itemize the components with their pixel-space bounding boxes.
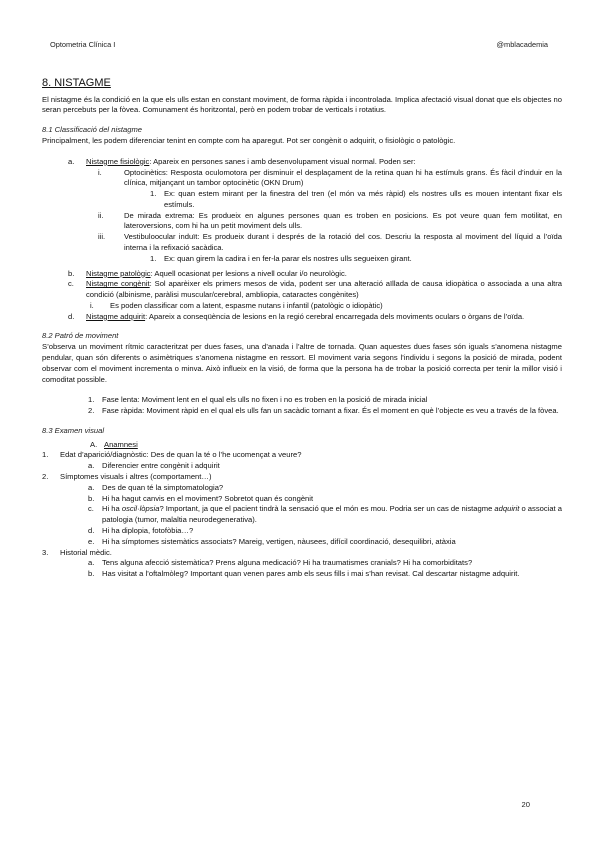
exam-item-2: 2. Símptomes visuals i altres (comportament…) [42,472,212,482]
subsection-8-3-title: 8.3 Examen visual [42,425,105,435]
subsection-8-1-intro: Principalment, les podem diferenciar tenint en compte com ha aparegut. Pot ser congènit o adquirit, o fisiològic o patològic. [42,135,456,145]
subsection-8-2-text: S’observa un moviment rítmic caracteritzat per dues fases, una d’anada i l’altre de tornada. Quan aquestes dues fases són iguals s’anomena nistagme pendular, quan són diferents o asimètriques s’anomena nistagme en ressort. El moviment varia segons l’individu i segons la posició de mirada, podent observar com el moviment incrementa o minva. Això influeix en la visió, de forma que la persona ha de trobar la posició correcta per tenir la millor visió i comoditat possible. [42,342,562,384]
section-title: 8. NISTAGME [42,77,111,89]
term-nistagme-fisiologic: Nistagme fisiològic [86,156,150,166]
header-author: @mblacademia [496,40,548,49]
exam-item-3-b: b. Has visitat a l’oftalmòleg? Important quan venen pares amb els seus fills i mai s’han revisat. Cal descartar nistagme adquirit. [88,569,520,579]
list-item-a-iii: iii. Vestibuloocular induït: Es produeix durant i després de la rotació del cos. Descriu la resposta al moviment del líquid a l’oïda interna i la refixació sacàdica. [98,232,562,252]
page-content [42,76,562,580]
subsection-8-2-title: 8.2 Patró de moviment [42,331,119,341]
anamnesi-heading: A. Anamnesi [90,439,138,449]
phase-item-2: 2. Fase ràpida: Moviment ràpid en el qual els ulls fan un sacàdic tornant a fixar. És el moment en què l’objecte es veu a través de la fòvea. [88,406,559,416]
exam-item-3: 3. Historial mèdic. [42,547,112,557]
term-nistagme-congenit: Nistagme congènit [86,279,150,289]
list-item-c-i: i. Es poden classificar com a latent, espasme nutans i infantil (patològic o idiopàtic) [90,300,383,310]
list-item-b: b. Nistagme patològic: Aquell ocasionat per lesions a nivell ocular i/o neurològic. [68,268,347,278]
list-item-a-ii: ii. De mirada extrema: Es produeix en algunes persones quan es troben en posicions. Es pot veure quan fem motilitat, en lateroversions, com hi ha un petit moviment dels ulls. [98,210,562,231]
exam-item-2-b: b. Hi ha hagut canvis en el moviment? Sobretot quan és congènit [88,493,314,503]
page-number: 20 [521,800,530,809]
list-item-a-iii-1: 1. Ex: quan girem la cadira i en fer-la parar els nostres ulls segueixen girant. [150,253,412,263]
subsection-8-1-title: 8.1 Classificació del nistagme [42,125,143,135]
exam-item-1: 1. Edat d’aparició/diagnòstic: Des de quan la té o l’he ucomençat a veure? [42,450,302,460]
list-item-a-i: i. Optocinètics: Resposta oculomotora per disminuir el desplaçament de la retina quan hi ha estímuls grans. És fàcil d’induir en la clínica, mitjançant un tambor optocinètic (OKN Drum) [98,167,562,188]
list-item-d: d. Nistagme adquirit: Apareix a conseqüència de lesions en la regió cerebral encarregada dels moviments oculars o òrgans de l’oïda. [68,311,525,321]
exam-item-2-e: e. Hi ha símptomes sistemàtics associats? Mareig, vertigen, nàusees, difícil coordinació, desequilibri, atàxia [88,536,456,546]
phase-item-1: 1. Fase lenta: Moviment lent en el qual els ulls no fixen i no es troben en la posició de mirada inicial [88,395,428,405]
term-nistagme-patologic: Nistagme patològic [86,268,151,278]
list-item-c: c. Nistagme congènit: Sol aparèixer els primers mesos de vida, podent ser una alteració aïllada de causa idiopàtica o associada a una altra condició (albinisme, paràlisi muscular/cerebral, ambliopia, cataractes congènites) [68,279,562,300]
exam-item-1-a: a. Diferencier entre congènit i adquirit [88,461,220,471]
exam-item-3-a: a. Tens alguna afecció sistemàtica? Prens alguna medicació? Hi ha traumatismes cranials? Hi ha comorbiditats? [88,558,473,568]
list-item-a-i-1: 1. Ex: quan estem mirant per la finestra del tren (el món va més ràpid) els nostres ulls es mouen intentant fixar els estímuls. [150,189,562,209]
exam-item-2-c: c. Hi ha oscil·lòpsia? Important, ja que el pacient tindrà la sensació que el món es mou. Podria ser un cas de nistagme adquirit o associat a patologia (tumor, malaltia neurodegenerativa). [88,504,562,525]
exam-item-2-d: d. Hi ha diplopia, fotofòbia…? [88,525,194,535]
header-course: Optometria Clínica I [50,40,116,49]
list-item-a: a. Nistagme fisiològic: Apareix en persones sanes i amb desenvolupament visual normal. Poden ser: [68,156,416,166]
section-intro: El nistagme és la condició en la que els ulls estan en constant moviment, de forma ràpida i incontrolada. Implica afectació visual donat que els objectes no seran percebuts per la fòvea. Comunament és horitzontal, però en podem trobar de verticals i rotatius. [42,94,562,115]
exam-item-2-a: a. Des de quan té la simptomatologia? [88,482,224,492]
term-nistagme-adquirit: Nistagme adquirit [86,311,146,321]
